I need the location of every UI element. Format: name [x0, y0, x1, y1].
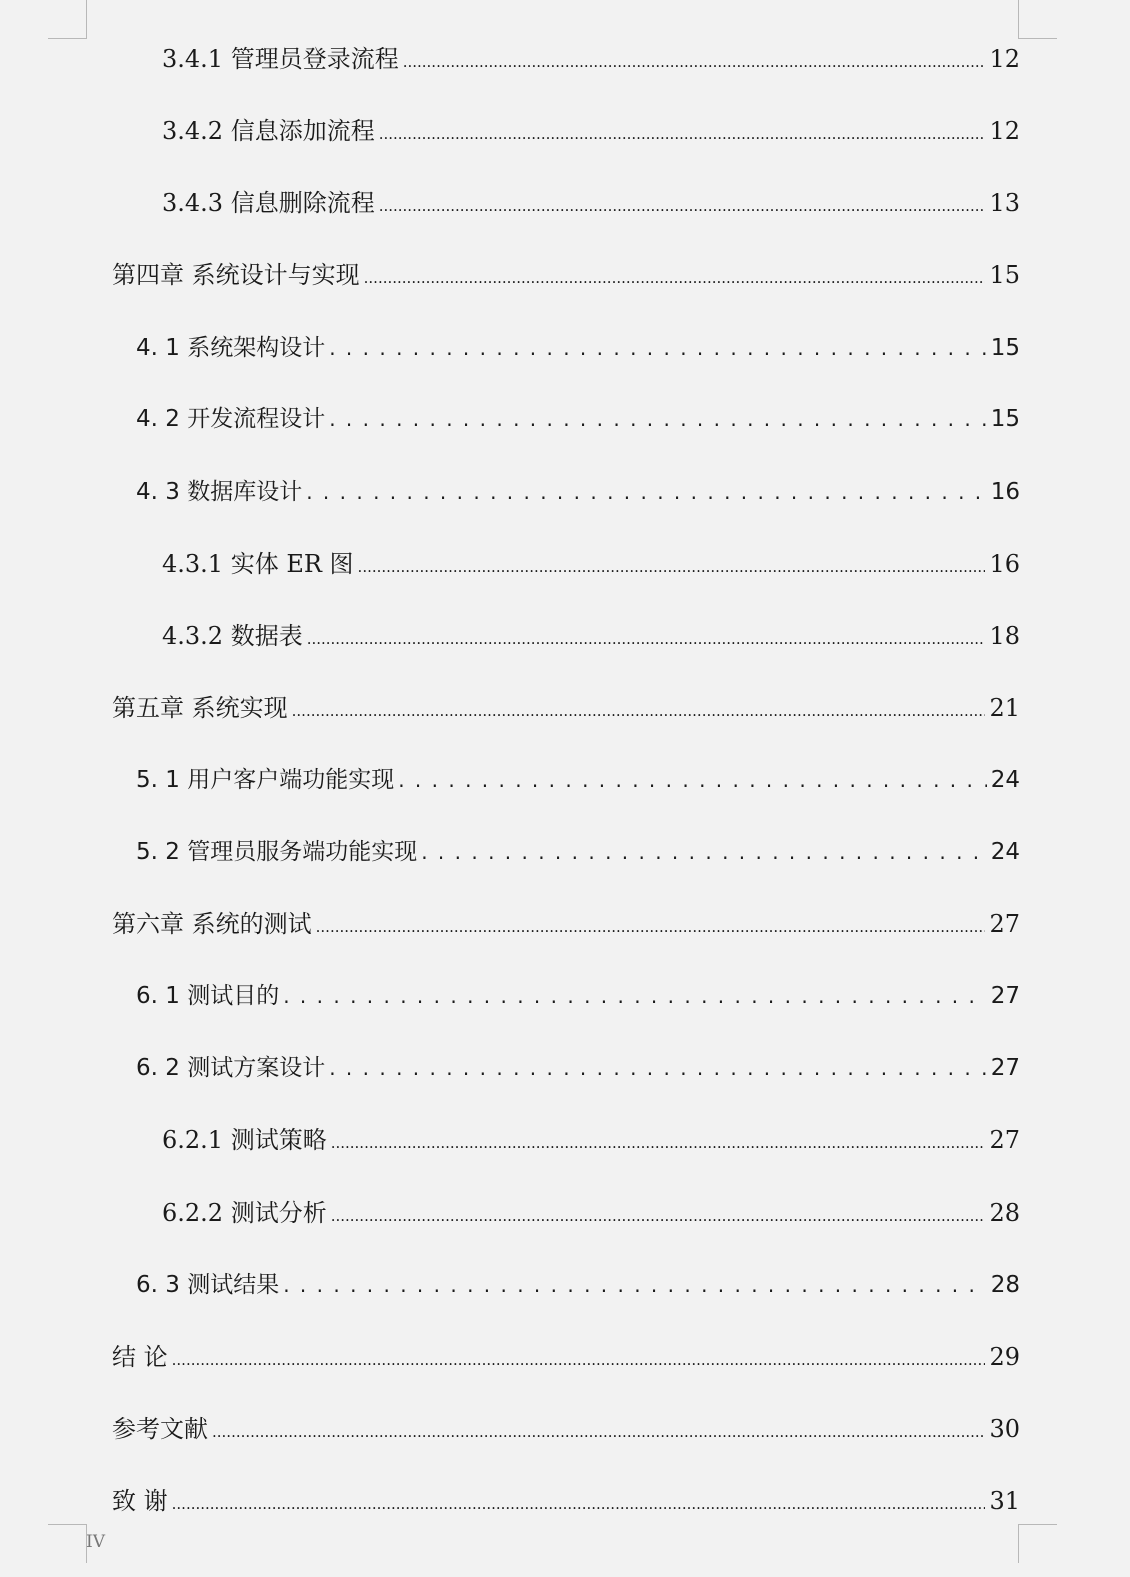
- dot-leader: [421, 837, 987, 867]
- toc-entry-label: 3.4.2 信息添加流程: [162, 117, 375, 145]
- toc-entry-page: 21: [989, 694, 1020, 722]
- toc-section-entry[interactable]: [136, 837, 1020, 867]
- dot-leader: [307, 621, 986, 654]
- toc-entry-page: 18: [989, 622, 1020, 650]
- toc-chapter-entry[interactable]: [112, 1486, 1020, 1516]
- toc-entry-label: 第六章 系统的测试: [112, 910, 312, 938]
- toc-entry-label: 4. 2 开发流程设计: [136, 406, 326, 432]
- page-number: IV: [86, 1532, 105, 1552]
- toc-entry-page: 15: [990, 335, 1020, 361]
- toc-entry-page: 24: [990, 839, 1020, 865]
- toc-entry-label: 4.3.1 实体 ER 图: [162, 550, 354, 578]
- toc-entry-page: 16: [990, 479, 1020, 505]
- toc-section-entry[interactable]: [136, 333, 1020, 363]
- dot-leader: [403, 44, 986, 77]
- toc-section-entry[interactable]: [136, 981, 1020, 1011]
- dot-leader: [172, 1486, 986, 1519]
- dot-leader: [283, 981, 987, 1011]
- dot-leader: [212, 1414, 985, 1447]
- toc-entry-page: 24: [990, 767, 1020, 793]
- toc-entry[interactable]: [162, 1125, 1020, 1155]
- dot-leader: [292, 693, 986, 726]
- dot-leader: [331, 1125, 986, 1158]
- dot-leader: [329, 404, 987, 434]
- toc-entry-page: 28: [989, 1199, 1020, 1227]
- toc-entry-label: 第五章 系统实现: [112, 694, 288, 722]
- toc-entry-label: 6. 3 测试结果: [136, 1272, 280, 1298]
- toc-chapter-entry[interactable]: [112, 693, 1020, 723]
- dot-leader: [316, 909, 986, 942]
- toc-section-entry[interactable]: [136, 765, 1020, 795]
- toc-entry-page: 27: [990, 1055, 1020, 1081]
- dot-leader: [283, 1270, 987, 1300]
- toc-entry-label: 5. 2 管理员服务端功能实现: [136, 839, 418, 865]
- toc-entry-label: 5. 1 用户客户端功能实现: [136, 767, 395, 793]
- toc-entry[interactable]: [162, 116, 1020, 146]
- dot-leader: [331, 1198, 986, 1231]
- toc-entry[interactable]: [162, 621, 1020, 651]
- dot-leader: [172, 1342, 986, 1375]
- toc-entry-page: 15: [989, 261, 1020, 289]
- toc-entry-page: 27: [989, 910, 1020, 938]
- dot-leader: [358, 549, 986, 582]
- toc-entry-page: 15: [990, 406, 1020, 432]
- toc-entry-page: 27: [989, 1126, 1020, 1154]
- dot-leader: [364, 260, 986, 293]
- toc-entry-label: 第四章 系统设计与实现: [112, 261, 360, 289]
- toc-entry-page: 30: [989, 1415, 1020, 1443]
- dot-leader: [329, 333, 987, 363]
- toc-entry-page: 12: [989, 117, 1020, 145]
- dot-leader: [398, 765, 987, 795]
- toc-entry-label: 6. 2 测试方案设计: [136, 1055, 326, 1081]
- toc-entry[interactable]: [162, 549, 1020, 579]
- toc-entry-label: 4. 3 数据库设计: [136, 479, 303, 505]
- toc-entry-label: 6.2.1 测试策略: [162, 1126, 327, 1154]
- toc-entry-label: 参考文献: [112, 1415, 208, 1443]
- toc-entry-page: 13: [989, 189, 1020, 217]
- toc-chapter-entry[interactable]: [112, 1342, 1020, 1372]
- dot-leader: [329, 1053, 987, 1083]
- toc-entry[interactable]: [162, 44, 1020, 74]
- toc-chapter-entry[interactable]: [112, 260, 1020, 290]
- toc-section-entry[interactable]: [136, 1270, 1020, 1300]
- toc-entry[interactable]: [162, 1198, 1020, 1228]
- dot-leader: [379, 188, 986, 221]
- toc-entry-label: 结 论: [112, 1343, 168, 1371]
- toc-entry-label: 致 谢: [112, 1487, 168, 1515]
- toc-entry-page: 28: [990, 1272, 1020, 1298]
- toc-section-entry[interactable]: [136, 1053, 1020, 1083]
- toc-entry-page: 31: [989, 1487, 1020, 1515]
- toc-entry-page: 29: [989, 1343, 1020, 1371]
- toc-entry-label: 6.2.2 测试分析: [162, 1199, 327, 1227]
- toc-entry-page: 27: [990, 983, 1020, 1009]
- toc-section-entry[interactable]: [136, 477, 1020, 507]
- toc-section-entry[interactable]: [136, 404, 1020, 434]
- toc-entry-label: 4.3.2 数据表: [162, 622, 303, 650]
- dot-leader: [306, 477, 987, 507]
- toc-entry-label: 6. 1 测试目的: [136, 983, 280, 1009]
- toc-entry-label: 3.4.1 管理员登录流程: [162, 45, 399, 73]
- toc-entry-label: 3.4.3 信息删除流程: [162, 189, 375, 217]
- dot-leader: [379, 116, 986, 149]
- toc-entry-page: 16: [989, 550, 1020, 578]
- toc-entry-label: 4. 1 系统架构设计: [136, 335, 326, 361]
- toc-chapter-entry[interactable]: [112, 909, 1020, 939]
- toc-chapter-entry[interactable]: [112, 1414, 1020, 1444]
- toc-entry[interactable]: [162, 188, 1020, 218]
- toc-entry-page: 12: [989, 45, 1020, 73]
